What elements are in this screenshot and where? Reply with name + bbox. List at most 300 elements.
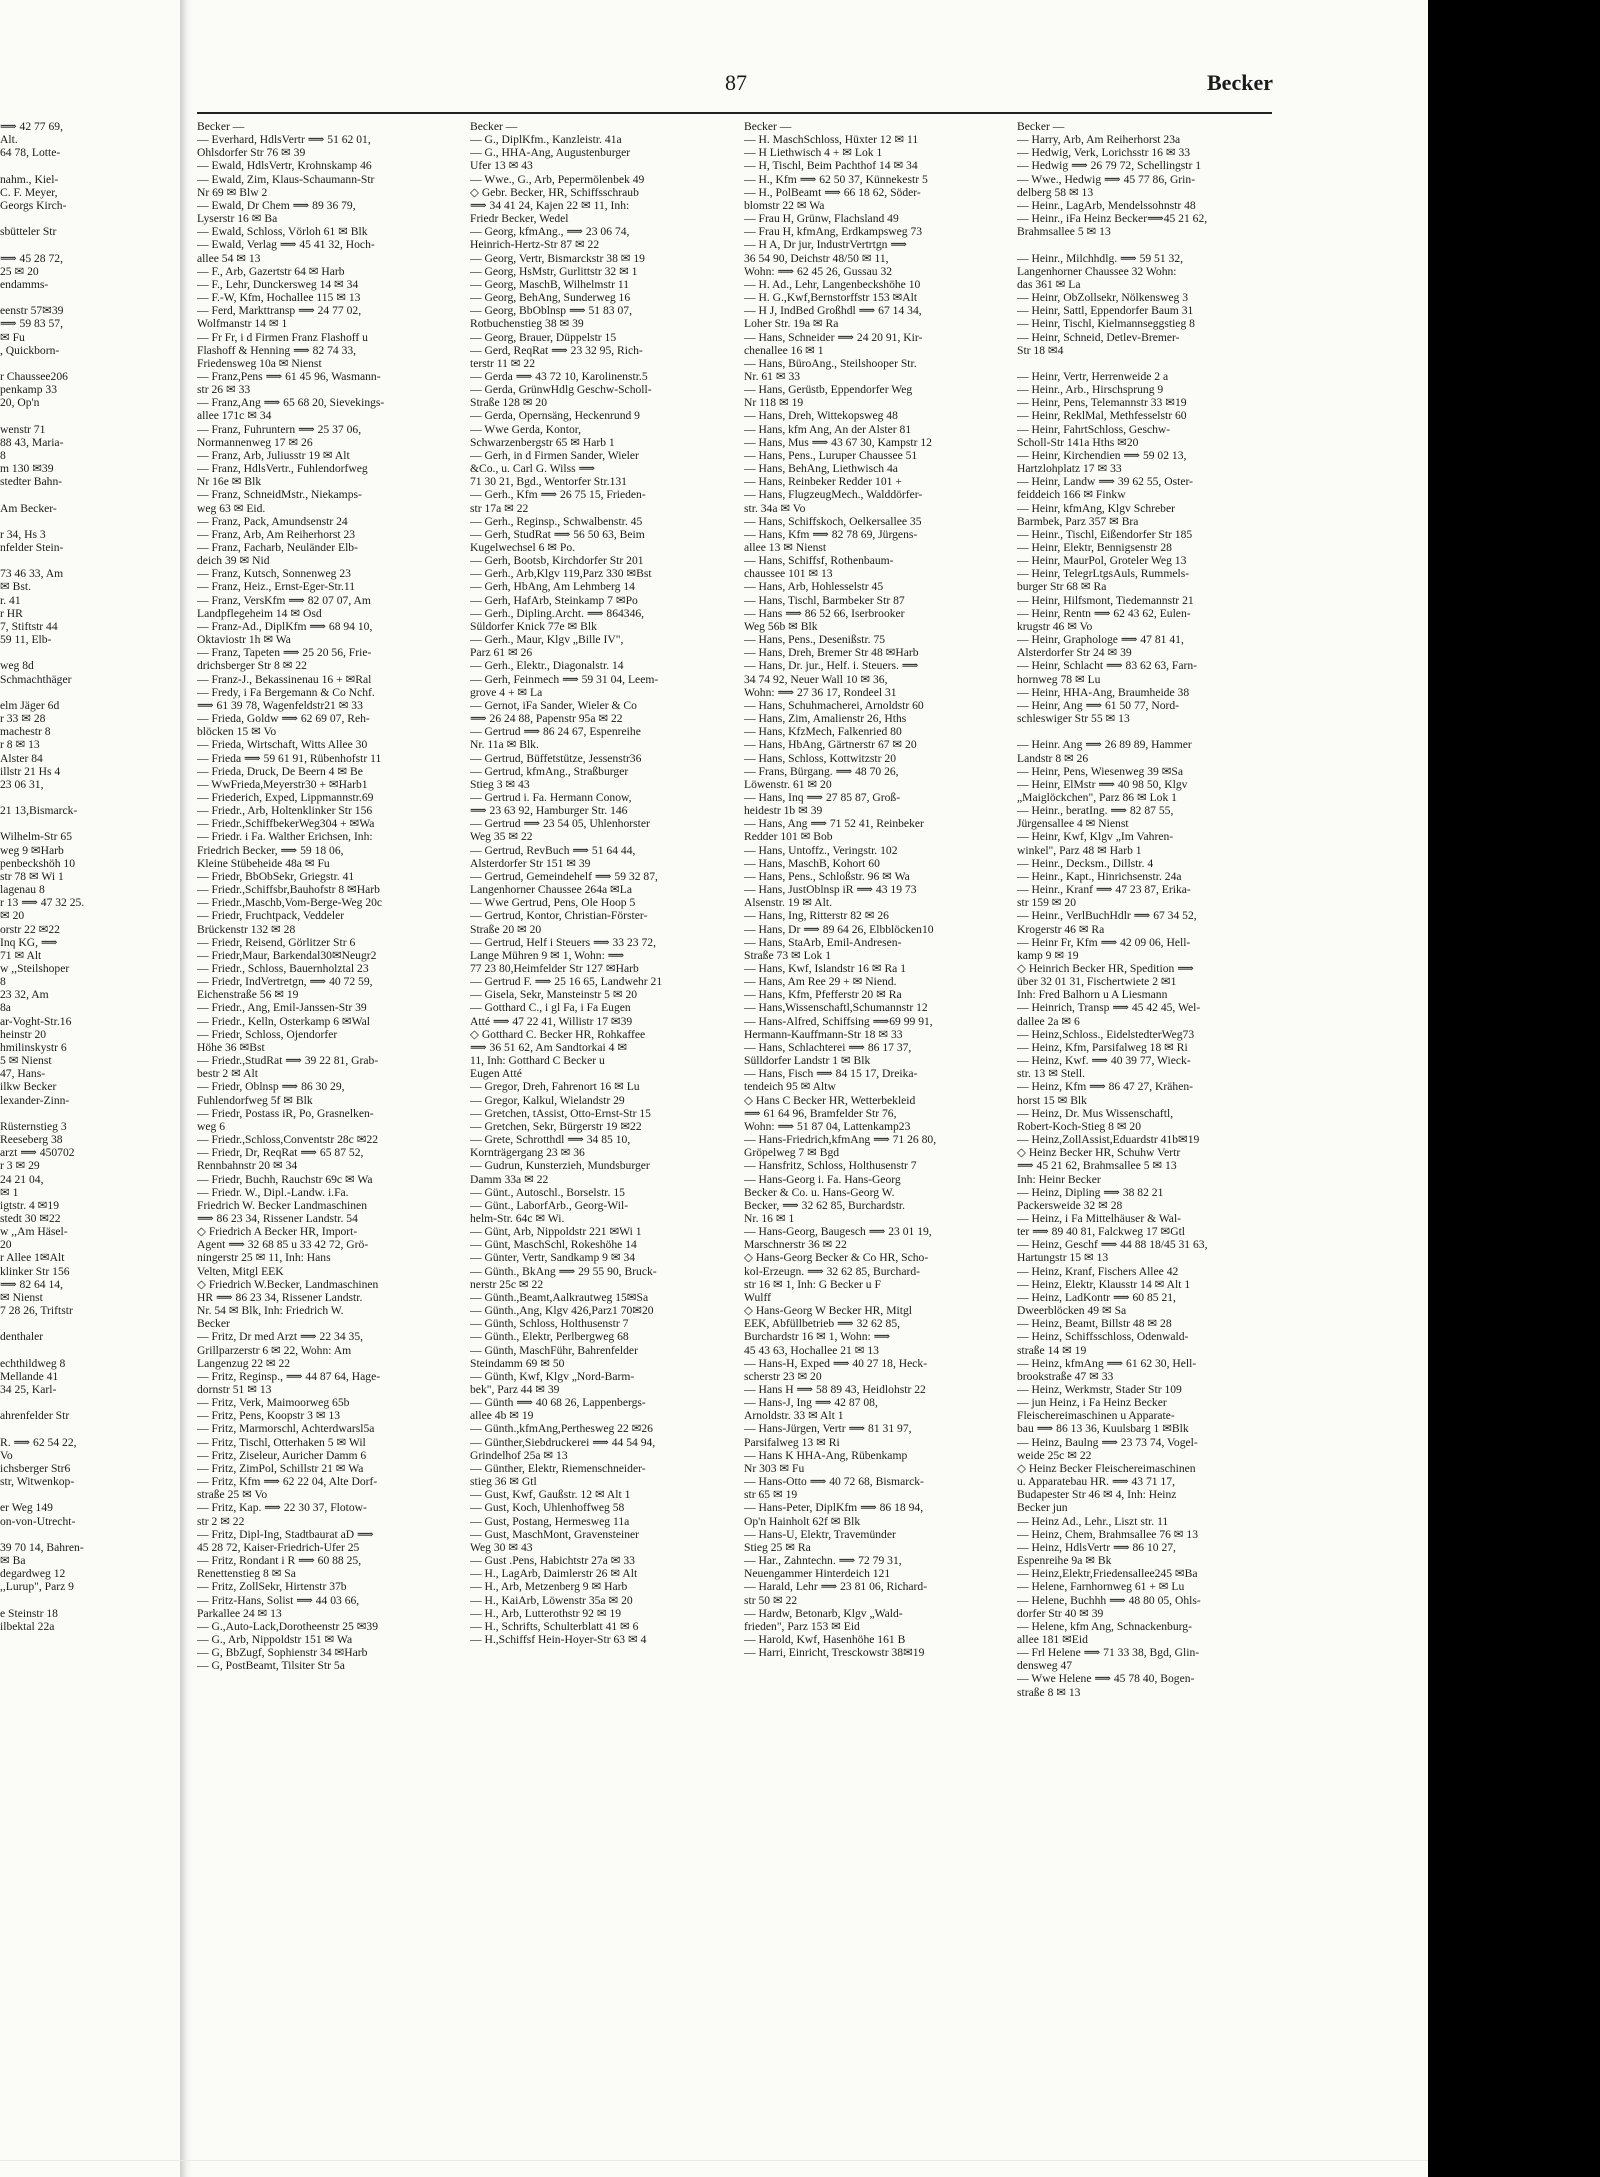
- directory-entry-line: horst 15 ✉ Blk: [1017, 1093, 1087, 1107]
- directory-entry-line: — Franz, SchneidMstr., Niekamps-: [197, 488, 362, 502]
- directory-entry-line: m 130 ✉39: [0, 462, 54, 476]
- directory-entry-line: ◇ Gebr. Becker, HR, Schiffsschraub: [470, 185, 639, 199]
- directory-entry-line: — Gerh., Kfm ⟹ 26 75 15, Frieden-: [470, 488, 646, 502]
- directory-entry-line: — Friedr., Arb, Holtenklinker Str 156: [197, 804, 373, 818]
- directory-entry-line: 71 30 21, Bgd., Wentorfer Str.131: [470, 475, 627, 489]
- directory-entry-line: — Hans, Inq ⟹ 27 85 87, Groß-: [744, 790, 901, 804]
- directory-entry-line: Becker —: [197, 120, 245, 133]
- directory-entry-line: chaussee 101 ✉ 13: [744, 567, 833, 581]
- directory-entry-line: — Franz, Arb, Juliusstr 19 ✉ Alt: [197, 448, 350, 462]
- directory-entry-line: Brahmsallee 5 ✉ 13: [1017, 225, 1111, 239]
- directory-entry-line: Wilhelm-Str 65: [0, 830, 72, 844]
- directory-entry-line: — H. Ad., Lehr, Langenbeckshöhe 10: [744, 277, 921, 291]
- directory-entry-line: 64 78, Lotte-: [0, 146, 61, 160]
- directory-entry-line: blomstr 22 ✉ Wa: [744, 198, 825, 212]
- directory-entry-line: — Gerh, Bootsb, Kirchdorfer Str 201: [470, 554, 644, 568]
- directory-entry-line: Nr 118 ✉ 19: [744, 396, 804, 410]
- directory-entry-line: e Steinstr 18: [0, 1606, 58, 1620]
- directory-entry-line: — H., Schrifts, Schulterblatt 41 ✉ 6: [470, 1619, 639, 1633]
- directory-entry-line: — Fredy, i Fa Bergemann & Co Nchf.: [197, 685, 375, 699]
- directory-entry-line: 8: [0, 975, 6, 989]
- directory-entry-line: str. 34a ✉ Vo: [744, 501, 806, 515]
- directory-entry-line: — Heinr, Landw ⟹ 39 62 55, Oster-: [1017, 475, 1193, 489]
- directory-entry-line: denthaler: [0, 1330, 44, 1344]
- directory-entry-line: — Hans, Kfm ⟹ 82 78 69, Jürgens-: [744, 527, 918, 541]
- directory-entry-line: str 16 ✉ 1, Inh: G Becker u F: [744, 1277, 881, 1291]
- scanner-black-edge: [1428, 0, 1600, 2177]
- directory-entry-line: „Maiglöckchen", Parz 86 ✉ Lok 1: [1017, 790, 1177, 804]
- directory-entry-line: das 361 ✉ La: [1017, 277, 1081, 291]
- directory-entry-line: — Hans, Schlachterei ⟹ 86 17 37,: [744, 1040, 912, 1054]
- directory-entry-line: [0, 1528, 178, 1541]
- directory-entry-line: Schwarzenbergstr 65 ✉ Harb 1: [470, 435, 615, 449]
- directory-entry-line: — Heinr, MaurPol, Groteler Weg 13: [1017, 554, 1187, 568]
- directory-entry-line: &Co., u. Carl G. Wilss ⟹: [470, 462, 596, 476]
- directory-entry-line: — Hans-Alfred, Schiffsing ⟹69 99 91,: [744, 1014, 933, 1028]
- directory-entry-line: — Günt, Arb, Nippoldstr 221 ✉Wi 1: [470, 1225, 642, 1239]
- directory-entry-line: Parz 61 ✉ 26: [470, 646, 533, 660]
- left-page-fragment-column: [0, 120, 178, 1633]
- directory-entry-line: Grillparzerstr 6 ✉ 22, Wohn: Am: [197, 1343, 352, 1357]
- directory-entry-line: — H. G.,Kwf,Bernstorffstr 153 ✉Alt: [744, 291, 918, 305]
- directory-entry-line: delberg 58 ✉ 13: [1017, 185, 1094, 199]
- directory-entry-line: — Friedr.,Maschb,Vom-Berge-Weg 20c: [197, 896, 383, 910]
- directory-entry-line: r. 41: [0, 593, 21, 607]
- directory-entry-line: ✉ Ba: [0, 1554, 26, 1568]
- directory-entry-line: Alster 84: [0, 751, 43, 765]
- directory-entry-line: Agent ⟹ 32 68 85 u 33 42 72, Grö-: [197, 1238, 369, 1252]
- directory-entry-line: , Quickborn-: [0, 343, 60, 357]
- directory-entry-line: Hermann-Kauffmann-Str 18 ✉ 33: [744, 1027, 903, 1041]
- directory-entry-line: Packersweide 32 ✉ 28: [1017, 1198, 1123, 1212]
- directory-entry-line: — Frieda ⟹ 59 61 91, Rübenhofstr 11: [197, 751, 382, 765]
- directory-entry-line: str 17a ✉ 22: [470, 501, 529, 515]
- directory-entry-line: arzt ⟹ 450702: [0, 1146, 75, 1160]
- directory-entry-line: 36 54 90, Deichstr 48/50 ✉ 11,: [744, 251, 889, 265]
- directory-entry-line: Höhe 36 ✉Bst: [197, 1040, 265, 1054]
- directory-entry-line: scherstr 23 ✉ 20: [744, 1369, 822, 1383]
- directory-entry-line: — Frieda, Wirtschaft, Witts Allee 30: [197, 738, 368, 752]
- directory-entry-line: — Heinr, Elektr, Bennigsenstr 28: [1017, 541, 1172, 554]
- directory-entry-line: r 13 ⟹ 47 32 25.: [0, 896, 85, 910]
- directory-entry-line: — Heinr, ElMstr ⟹ 40 98 50, Klgv: [1017, 777, 1188, 791]
- directory-entry-line: — Günth., BkAng ⟹ 29 55 90, Bruck-: [470, 1264, 657, 1278]
- directory-entry-line: — Heinr., Milchhdlg. ⟹ 59 51 32,: [1017, 251, 1184, 265]
- directory-entry-line: — Wwe., G., Arb, Pepermölenbek 49: [470, 172, 645, 186]
- directory-entry-line: — Heinz, Beamt, Billstr 48 ✉ 28: [1017, 1317, 1172, 1331]
- directory-entry-line: str, Witwenkop-: [0, 1475, 75, 1489]
- directory-entry-line: degardweg 12: [0, 1567, 66, 1581]
- directory-entry-line: krugstr 46 ✉ Vo: [1017, 619, 1093, 633]
- directory-entry-line: — Günt., LaborfArb., Georg-Wil-: [470, 1198, 629, 1212]
- directory-entry-line: — Franz, Pack, Amundsenstr 24: [197, 514, 348, 528]
- directory-entry-line: ✉ Fu: [0, 330, 25, 344]
- directory-entry-line: helm-Str. 64c ✉ Wi.: [470, 1211, 565, 1225]
- directory-entry-line: straße 8 ✉ 13: [1017, 1685, 1081, 1699]
- directory-entry-line: Wohn: ⟹ 27 36 17, Rondeel 31: [744, 685, 897, 699]
- directory-entry-line: Sülldorfer Landstr 1 ✉ Blk: [744, 1054, 871, 1068]
- directory-entry-line: — Franz, Tapeten ⟹ 25 20 56, Frie-: [197, 646, 372, 660]
- directory-entry-line: — Friedr, Buchh, Rauchstr 69c ✉ Wa: [197, 1172, 373, 1186]
- directory-entry-line: — Fritz, Verk, Maimoorweg 65b: [197, 1396, 350, 1410]
- directory-entry-line: [0, 488, 178, 501]
- directory-entry-line: — Heinr, Sattl, Eppendorfer Baum 31: [1017, 304, 1194, 318]
- directory-entry-line: — Hans, Schuhmacherei, Arnoldstr 60: [744, 698, 924, 712]
- directory-entry-line: — Heinz, Werkmstr, Stader Str 109: [1017, 1383, 1182, 1396]
- directory-entry-line: klinker Str 156: [0, 1264, 70, 1278]
- page-header: [0, 70, 1428, 110]
- directory-entry-line: Jürgensallee 4 ✉ Nienst: [1017, 817, 1129, 831]
- directory-entry-line: Loher Str. 19a ✉ Ra: [744, 317, 839, 331]
- directory-entry-line: — Gerh, HafArb, Steinkamp 7 ✉Po: [470, 593, 638, 607]
- directory-entry-line: ◇ Heinrich Becker HR, Spedition ⟹: [1017, 962, 1194, 975]
- directory-entry-line: Parkallee 24 ✉ 13: [197, 1606, 282, 1620]
- directory-entry-line: — Gertrud, Gemeindehelf ⟹ 59 32 87,: [470, 869, 658, 883]
- directory-entry-line: dornstr 51 ✉ 13: [197, 1383, 272, 1396]
- directory-entry-line: Wohn: ⟹ 51 87 04, Lattenkamp23: [744, 1119, 911, 1133]
- directory-entry-line: Langenzug 22 ✉ 22: [197, 1356, 291, 1370]
- directory-column-1: [197, 120, 462, 1672]
- directory-entry-line: [0, 817, 178, 830]
- directory-entry-line: ⟹ 82 64 14,: [0, 1277, 63, 1291]
- directory-entry-line: — Gertrud ⟹ 86 24 67, Espenreihe: [470, 725, 641, 739]
- directory-entry-line: dorfer Str 40 ✉ 39: [1017, 1606, 1104, 1620]
- directory-entry-line: Barmbek, Parz 357 ✉ Bra: [1017, 514, 1139, 528]
- directory-entry-line: — Hans, HbAng, Gärtnerstr 67 ✉ 20: [744, 738, 917, 752]
- directory-entry-line: Nr. 16 ✉ 1: [744, 1211, 795, 1225]
- directory-entry-line: u. Apparatebau HR. ⟹ 43 71 17,: [1017, 1475, 1175, 1489]
- directory-entry-line: r 34, Hs 3: [0, 527, 46, 541]
- directory-entry-line: — Hans-J, Ing ⟹ 42 87 08,: [744, 1396, 878, 1410]
- directory-entry-line: — Gerh., Elektr., Diagonalstr. 14: [470, 659, 624, 673]
- directory-entry-line: weide 25c ✉ 22: [1017, 1448, 1092, 1462]
- directory-entry-line: — Gerda ⟹ 43 72 10, Karolinenstr.5: [470, 369, 648, 383]
- directory-entry-line: Wohn: ⟹ 62 45 26, Gussau 32: [744, 264, 893, 278]
- directory-entry-line: [0, 554, 178, 567]
- directory-entry-line: [0, 1594, 178, 1607]
- directory-entry-line: — Hans-Georg, Baugesch ⟹ 23 01 19,: [744, 1225, 932, 1239]
- directory-entry-line: grove 4 + ✉ La: [470, 685, 543, 699]
- directory-entry-line: — Hans,Wissenschaftl,Schumannstr 12: [744, 1001, 928, 1015]
- directory-entry-line: — Friedr, BbObSekr, Griegstr. 41: [197, 869, 355, 883]
- directory-entry-line: — Heinz, i Fa Mittelhäuser & Wal-: [1017, 1211, 1182, 1225]
- directory-entry-line: Landpflegeheim 14 ✉ Osd: [197, 606, 322, 620]
- directory-entry-line: — Gertrud i. Fa. Hermann Conow,: [470, 790, 632, 804]
- directory-entry-line: [0, 409, 178, 422]
- directory-entry-line: — G., DiplKfm., Kanzleistr. 41a: [470, 133, 622, 147]
- directory-entry-line: [1017, 725, 1283, 738]
- directory-entry-line: HR ⟹ 86 23 34, Rissener Landstr.: [197, 1290, 363, 1304]
- directory-entry-line: stedt 30 ✉22: [0, 1211, 61, 1225]
- directory-entry-line: Becker —: [744, 120, 792, 133]
- directory-entry-line: — Heinr, ReklMal, Methfesselstr 60: [1017, 409, 1187, 423]
- directory-entry-line: allee 4b ✉ 19: [470, 1409, 534, 1423]
- directory-entry-line: — Fritz, Rondant i R ⟹ 60 88 25,: [197, 1554, 362, 1568]
- directory-entry-line: — Wwe Gerda, Kontor,: [470, 422, 582, 436]
- directory-entry-line: — Hans, Pens., Luruper Chaussee 51: [744, 448, 918, 462]
- directory-entry-line: lagenau 8: [0, 883, 45, 897]
- directory-entry-line: Dweerblöcken 49 ✉ Sa: [1017, 1304, 1127, 1318]
- directory-entry-line: — Heinz, Schiffsschloss, Odenwald-: [1017, 1330, 1189, 1344]
- directory-entry-line: eenstr 57✉39: [0, 304, 64, 318]
- directory-entry-line: — H.,Schiffsf Hein-Hoyer-Str 63 ✉ 4: [470, 1632, 647, 1646]
- directory-entry-line: — Hans-Otto ⟹ 40 72 68, Bismarck-: [744, 1475, 924, 1489]
- directory-entry-line: ◇ Hans C Becker HR, Wetterbekleid: [744, 1093, 916, 1107]
- directory-entry-line: — Hans, Dreh, Wittekopsweg 48: [744, 409, 898, 423]
- directory-entry-line: — Harri, Einricht, Tresckowstr 38✉19: [744, 1646, 925, 1660]
- directory-entry-line: — Hans, Gerüstb, Eppendorfer Weg: [744, 383, 913, 397]
- directory-entry-line: — F.-W, Kfm, Hochallee 115 ✉ 13: [197, 291, 361, 305]
- directory-entry-line: dallee 2a ✉ 6: [1017, 1014, 1080, 1028]
- directory-entry-line: — Friedr., Kelln, Osterkamp 6 ✉Wal: [197, 1014, 370, 1028]
- directory-entry-line: Flashoff & Henning ⟹ 82 74 33,: [197, 343, 357, 357]
- directory-entry-line: Am Becker-: [0, 501, 57, 515]
- directory-entry-line: — Heinz,Elektr,Friedensallee245 ✉Ba: [1017, 1567, 1198, 1581]
- directory-entry-line: Budapester Str 46 ✉ 4, Inh: Heinz: [1017, 1488, 1177, 1502]
- directory-entry-line: ilbektal 22a: [0, 1619, 55, 1633]
- directory-entry-line: ⟹ 45 28 72,: [0, 251, 63, 265]
- directory-entry-line: — Fritz, Reginsp., ⟹ 44 87 64, Hage-: [197, 1369, 381, 1383]
- directory-entry-line: R. ⟹ 62 54 22,: [0, 1435, 77, 1449]
- directory-entry-line: — Heinr, Hilfsmont, Tiedemannstr 21: [1017, 593, 1194, 607]
- directory-entry-line: Alt.: [0, 133, 18, 147]
- directory-entry-line: — Heinr. Ang ⟹ 26 89 89, Hammer: [1017, 738, 1192, 752]
- directory-entry-line: — Harold, Kwf, Hasenhöhe 161 B: [744, 1632, 906, 1646]
- directory-entry-line: — Franz, VersKfm ⟹ 82 07 07, Am: [197, 593, 371, 607]
- directory-entry-line: — Heinr., Kapt., Hinrichsenstr. 24a: [1017, 869, 1182, 883]
- directory-entry-line: — Hans, StaArb, Emil-Andresen-: [744, 935, 902, 949]
- directory-entry-line: [0, 1107, 178, 1120]
- directory-entry-line: — H., Arb, Metzenberg 9 ✉ Harb: [470, 1580, 628, 1594]
- directory-entry-line: — Ewald, Schloss, Vörloh 61 ✉ Blk: [197, 225, 368, 239]
- directory-entry-line: [0, 357, 178, 370]
- directory-entry-line: bek", Parz 44 ✉ 39: [470, 1383, 560, 1396]
- directory-entry-line: — Fritz-Hans, Solist ⟹ 44 03 66,: [197, 1593, 360, 1607]
- directory-entry-line: Eugen Atté: [470, 1067, 522, 1081]
- directory-entry-line: echthildweg 8: [0, 1356, 66, 1370]
- directory-entry-line: — Günth.,kfmAng,Perthesweg 22 ✉26: [470, 1422, 653, 1436]
- directory-entry-line: — Ewald, Zim, Klaus-Schaumann-Str: [197, 172, 375, 186]
- directory-entry-line: Becker: [197, 1317, 230, 1331]
- directory-entry-line: — Harald, Lehr ⟹ 23 81 06, Richard-: [744, 1580, 928, 1594]
- directory-entry-line: — H., Kfm ⟹ 62 50 37, Künnekestr 5: [744, 172, 928, 186]
- directory-column-2: [470, 120, 735, 1646]
- directory-entry-line: 73 46 33, Am: [0, 567, 64, 581]
- directory-entry-line: ◇ Gotthard C. Becker HR, Rohkaffee: [470, 1027, 646, 1041]
- directory-entry-line: Velten, Mitgl EEK: [197, 1264, 284, 1278]
- directory-entry-line: — Heinr, TelegrLtgsAuls, Rummels-: [1017, 567, 1190, 581]
- directory-entry-line: terstr 11 ✉ 22: [470, 356, 535, 370]
- directory-entry-line: — Gertrud, kfmAng., Straßburger: [470, 764, 629, 778]
- directory-entry-line: — Friederich, Exped, Lippmannstr.69: [197, 790, 374, 804]
- directory-entry-line: Steindamm 69 ✉ 50: [470, 1356, 565, 1370]
- directory-entry-line: — Günth, Kwf, Klgv „Nord-Barm-: [470, 1369, 635, 1383]
- directory-entry-line: Op'n Hainholt 62f ✉ Blk: [744, 1514, 861, 1528]
- directory-entry-line: — Fritz, Pens, Koopstr 3 ✉ 13: [197, 1409, 341, 1423]
- directory-entry-line: [0, 646, 178, 659]
- directory-entry-line: Becker —: [470, 120, 518, 133]
- directory-entry-line: — Günt, MaschSchl, Rokeshöhe 14: [470, 1238, 637, 1252]
- directory-entry-line: — Hans, Schloss, Kottwitzstr 20: [744, 751, 897, 765]
- directory-entry-line: — Günth, MaschFühr, Bahrenfelder: [470, 1343, 638, 1357]
- directory-entry-line: — Gernot, iFa Sander, Wieler & Co: [470, 698, 637, 712]
- directory-entry-line: — Gerd, ReqRat ⟹ 23 32 95, Rich-: [470, 343, 643, 357]
- directory-entry-line: Langenhorner Chaussee 264a ✉La: [470, 883, 632, 897]
- directory-entry-line: str 2 ✉ 22: [197, 1514, 245, 1528]
- directory-entry-line: ⟹ 59 83 57,: [0, 317, 63, 331]
- directory-entry-line: — Heinz, Kfm, Parsifalweg 18 ✉ Ri: [1017, 1040, 1188, 1054]
- directory-entry-line: Redder 101 ✉ Bob: [744, 830, 833, 844]
- directory-entry-line: — Hans, Ang ⟹ 71 52 41, Reinbeker: [744, 817, 924, 831]
- directory-entry-line: — Hans, Untoffz., Veringstr. 102: [744, 843, 898, 857]
- directory-entry-line: — Heinr, Graphologe ⟹ 47 81 41,: [1017, 633, 1184, 647]
- directory-entry-line: [0, 1396, 178, 1409]
- directory-entry-line: Nr 16e ✉ Blk: [197, 475, 262, 489]
- directory-entry-line: — Heinz,Schloss., EidelstedterWeg73: [1017, 1027, 1195, 1041]
- directory-entry-line: — H., PolBeamt ⟹ 66 18 62, Söder-: [744, 185, 921, 199]
- directory-entry-line: Ohlsdorfer Str 76 ✉ 39: [197, 146, 306, 160]
- directory-entry-line: Kleine Stübeheide 48a ✉ Fu: [197, 856, 330, 870]
- directory-entry-line: — Günth, Schloss, Holthusenstr 7: [470, 1317, 629, 1331]
- directory-entry-line: Vo: [0, 1448, 13, 1462]
- directory-entry-line: Becker & Co. u. Hans-Georg W.: [744, 1185, 895, 1199]
- directory-entry-line: — Hans, Ing, Ritterstr 82 ✉ 26: [744, 909, 889, 923]
- directory-entry-line: — WwFrieda,Meyerstr30 + ✉Harb1: [197, 777, 368, 791]
- directory-entry-line: — Günth., Elektr, Perlbergweg 68: [470, 1330, 629, 1344]
- directory-entry-line: — Friedr, Oblnsp ⟹ 86 30 29,: [197, 1080, 345, 1094]
- directory-entry-line: — Heinr., LagArb, Mendelssohnstr 48: [1017, 198, 1196, 212]
- directory-entry-line: r Chaussee206: [0, 369, 68, 383]
- directory-entry-line: — Friedr., Schloss, Bauernholztal 23: [197, 962, 369, 975]
- directory-entry-line: — Gerh, HbAng, Am Lehmberg 14: [470, 580, 635, 594]
- directory-entry-line: illstr 21 Hs 4: [0, 764, 61, 778]
- directory-entry-line: ◇ Hans-Georg Becker & Co HR, Scho-: [744, 1251, 929, 1265]
- directory-entry-line: — Hans K HHA-Ang, Rübenkamp: [744, 1448, 908, 1462]
- directory-entry-line: Reeseberg 38: [0, 1133, 63, 1147]
- directory-entry-line: Becker —: [1017, 120, 1065, 133]
- directory-entry-line: Süldorfer Knick 77e ✉ Blk: [470, 619, 597, 633]
- directory-entry-line: ⟹ 61 64 96, Bramfelder Str 76,: [744, 1106, 897, 1120]
- directory-entry-line: Straße 20 ✉ 20: [470, 922, 542, 936]
- directory-entry-line: allee 54 ✉ 13: [197, 251, 261, 265]
- directory-entry-line: — G., HHA-Ang, Augustenburger: [470, 146, 631, 160]
- header-rule: [197, 112, 1272, 114]
- directory-entry-line: ⟹ 45 21 62, Brahmsallee 5 ✉ 13: [1017, 1159, 1177, 1173]
- directory-entry-line: 45 28 72, Kaiser-Friedrich-Ufer 25: [197, 1540, 360, 1554]
- directory-entry-line: — Heinz, Elektr, Klausstr 14 ✉ Alt 1: [1017, 1277, 1191, 1291]
- directory-entry-line: — Gust, MaschMont, Gravensteiner: [470, 1527, 640, 1541]
- directory-entry-line: ⟹ 23 63 92, Hamburger Str. 146: [470, 804, 628, 818]
- directory-entry-line: Weg 35 ✉ 22: [470, 830, 533, 844]
- directory-entry-line: — Gerh, StudRat ⟹ 56 50 63, Beim: [470, 527, 645, 541]
- directory-entry-line: ter ⟹ 89 40 81, Falckweg 17 ✉Gtl: [1017, 1225, 1186, 1239]
- directory-entry-line: — Heinr, Schneid, Detlev-Bremer-: [1017, 330, 1180, 344]
- directory-entry-line: EEK, Abfüllbetrieb ⟹ 32 62 85,: [744, 1317, 901, 1331]
- directory-entry-line: weg 63 ✉ Eid.: [197, 501, 266, 515]
- directory-entry-line: — Hans, JustOblnsp iR ⟹ 43 19 73: [744, 883, 917, 897]
- directory-entry-line: — Frieda, Druck, De Beern 4 ✉ Be: [197, 764, 363, 778]
- directory-entry-line: chenallee 16 ✉ 1: [744, 343, 824, 357]
- directory-entry-line: — Heinz, Dr. Mus Wissenschaftl,: [1017, 1106, 1174, 1120]
- directory-entry-line: — Gregor, Kalkul, Wielandstr 29: [470, 1093, 625, 1107]
- directory-entry-line: — Heinz, Kfm ⟹ 86 47 27, Krähen-: [1017, 1080, 1193, 1094]
- directory-entry-line: — Fritz, Dr med Arzt ⟹ 22 34 35,: [197, 1330, 364, 1344]
- directory-entry-line: — Friedr, IndVertretgn, ⟹ 40 72 59,: [197, 975, 373, 989]
- directory-entry-line: w ,,Steilshoper: [0, 962, 70, 975]
- directory-entry-line: 23 06 31,: [0, 777, 44, 791]
- directory-entry-line: [0, 291, 178, 304]
- directory-entry-line: ✉ Bst.: [0, 580, 31, 594]
- directory-entry-line: — Hans, Pens., Schloßstr. 96 ✉ Wa: [744, 869, 910, 883]
- directory-entry-line: — Hans, KfzMech, Falkenried 80: [744, 725, 902, 739]
- directory-entry-line: — Gerh., Reginsp., Schwalbenstr. 45: [470, 514, 643, 528]
- directory-entry-line: str. 13 ✉ Stell.: [1017, 1067, 1086, 1081]
- directory-entry-line: Inh: Heinr Becker: [1017, 1172, 1101, 1186]
- directory-entry-line: ◇ Heinz Becker Fleischereimaschinen: [1017, 1461, 1196, 1475]
- directory-entry-line: [0, 1422, 178, 1435]
- directory-entry-line: — Gerh., Arb,Klgv 119,Parz 330 ✉Bst: [470, 567, 652, 581]
- directory-entry-line: — H Liethwisch 4 + ✉ Lok 1: [744, 146, 883, 160]
- directory-entry-line: on-von-Utrecht-: [0, 1514, 76, 1528]
- directory-entry-line: — Friedr, Dr, ReqRat ⟹ 65 87 52,: [197, 1146, 364, 1160]
- directory-entry-line: C. F. Meyer,: [0, 185, 58, 199]
- directory-entry-line: — Friedr, Postass iR, Po, Grasnelken-: [197, 1106, 374, 1120]
- directory-entry-line: — Frans, Bürgang. ⟹ 48 70 26,: [744, 764, 899, 778]
- directory-entry-line: — Heinr., Kranf ⟹ 47 23 87, Erika-: [1017, 883, 1191, 897]
- directory-entry-line: — Heinz,ZollAssist,Eduardstr 41b✉19: [1017, 1133, 1200, 1147]
- directory-entry-line: — Georg, HsMstr, Gurlittstr 32 ✉ 1: [470, 264, 638, 278]
- directory-entry-line: [0, 515, 178, 528]
- directory-entry-line: — Heinz, Kranf, Fischers Allee 42: [1017, 1264, 1179, 1278]
- directory-entry-line: — Hans, BehAng, Liethwisch 4a: [744, 462, 898, 476]
- directory-entry-line: [0, 1317, 178, 1330]
- directory-entry-line: — Hans, Kfm, Pfefferstr 20 ✉ Ra: [744, 988, 902, 1002]
- directory-entry-line: Georgs Kirch-: [0, 198, 67, 212]
- directory-entry-line: — G., Arb, Nippoldstr 151 ✉ Wa: [197, 1632, 353, 1646]
- directory-entry-line: — Ewald, HdlsVertr, Krohnskamp 46: [197, 159, 372, 173]
- directory-entry-line: — Hans, kfm Ang, An der Alster 81: [744, 422, 912, 436]
- directory-entry-line: — Helene, kfm Ang, Schnackenburg-: [1017, 1619, 1192, 1633]
- directory-entry-line: frieden", Parz 153 ✉ Eid: [744, 1619, 860, 1633]
- directory-entry-line: — jun Heinz, i Fa Heinz Becker: [1017, 1396, 1167, 1410]
- directory-entry-line: Marschnerstr 36 ✉ 22: [744, 1238, 847, 1252]
- directory-entry-line: — Günter, Vertr, Sandkamp 9 ✉ 34: [470, 1251, 636, 1265]
- directory-entry-line: — Hans, Pens., Desenißstr. 75: [744, 633, 886, 647]
- directory-entry-line: bau ⟹ 86 13 36, Kuulsbarg 1 ✉Blk: [1017, 1422, 1189, 1436]
- directory-entry-line: ⟹ 86 23 34, Rissener Landstr. 54: [197, 1211, 358, 1225]
- directory-entry-line: — Hans, Schiffskoch, Oelkersallee 35: [744, 514, 922, 528]
- directory-entry-line: — Georg, Brauer, Düppelstr 15: [470, 330, 617, 344]
- directory-entry-line: — Franz-Ad., DiplKfm ⟹ 68 94 10,: [197, 619, 373, 633]
- directory-entry-line: Nr. 11a ✉ Blk.: [470, 738, 539, 752]
- directory-entry-line: — Heinr Fr, Kfm ⟹ 42 09 06, Hell-: [1017, 935, 1191, 949]
- directory-entry-line: [1017, 238, 1283, 251]
- directory-entry-line: Lyserstr 16 ✉ Ba: [197, 212, 278, 226]
- directory-entry-line: allee 13 ✉ Nienst: [744, 541, 827, 554]
- directory-entry-line: wenstr 71: [0, 422, 46, 436]
- directory-entry-line: ✉ 1: [0, 1185, 19, 1199]
- directory-entry-line: Rüsternstieg 3: [0, 1119, 67, 1133]
- directory-entry-line: bestr 2 ✉ Alt: [197, 1067, 258, 1081]
- directory-entry-line: — Heinrich, Transp ⟹ 45 42 45, Wel-: [1017, 1001, 1201, 1015]
- directory-entry-line: — Ewald, Dr Chem ⟹ 89 36 79,: [197, 198, 356, 212]
- directory-entry-line: kol-Erzeugn. ⟹ 32 62 85, Burchard-: [744, 1264, 920, 1278]
- directory-entry-line: Rennbahnstr 20 ✉ 34: [197, 1159, 298, 1173]
- directory-entry-line: — Heinr, Vertr, Herrenweide 2 a: [1017, 369, 1169, 383]
- directory-entry-line: über 32 01 31, Fischertwiete 2 ✉1: [1017, 975, 1177, 989]
- directory-entry-line: — Fritz, Kap. ⟹ 22 30 37, Flotow-: [197, 1501, 367, 1515]
- directory-entry-line: Burchardstr 16 ✉ 1, Wohn: ⟹: [744, 1330, 891, 1344]
